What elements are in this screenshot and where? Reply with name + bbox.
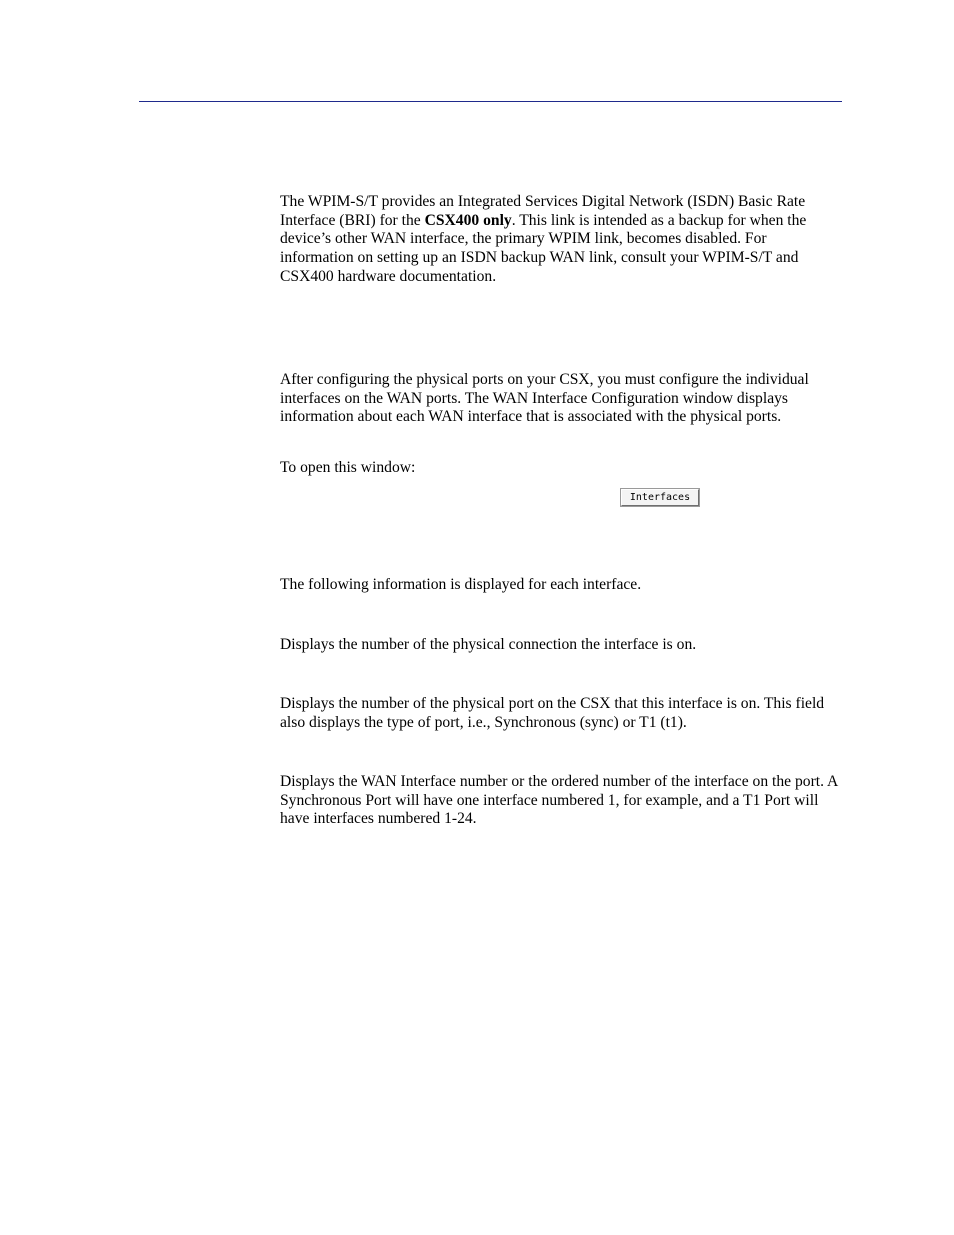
intro-text-part1: The WPIM-S/T provides an Integrated Services Digital Network (ISDN) Basic Rate Interface (BRI) for the	[280, 193, 806, 229]
interface-field-description: Displays the WAN Interface number or the ordered number of the interface on the port. A Synchronous Port will have one interface numbered 1, for example, and a T1 Port will have interfaces numbered 1-24.	[280, 773, 838, 828]
interfaces-button[interactable]: Interfaces	[621, 489, 699, 506]
csx400-only-emphasis: CSX400 only	[424, 211, 512, 229]
fields-intro: The following information is displayed for each interface.	[280, 576, 642, 593]
intro-text-part2: . This link is intended as a backup for when the device’s other WAN interface, the primary WPIM link, becomes disabled. For information on setting up an ISDN backup WAN link, consult your WPIM-S/T and CSX400 hardware documentation.	[280, 211, 807, 285]
open-window-instruction: To open this window:	[280, 459, 416, 476]
header-rule	[139, 101, 842, 102]
wpim-st-description	[280, 193, 842, 287]
connection-field-description: Displays the number of the physical connection the interface is on.	[280, 636, 697, 653]
wan-interface-config-description: After configuring the physical ports on your CSX, you must configure the individual interfaces on the WAN ports. The WAN Interface Configuration window displays information about each WAN interface that is associated with the physical ports.	[280, 371, 809, 426]
port-field-description: Displays the number of the physical port on the CSX that this interface is on. This field also displays the type of port, i.e., Synchronous (sync) or T1 (t1).	[280, 695, 825, 731]
